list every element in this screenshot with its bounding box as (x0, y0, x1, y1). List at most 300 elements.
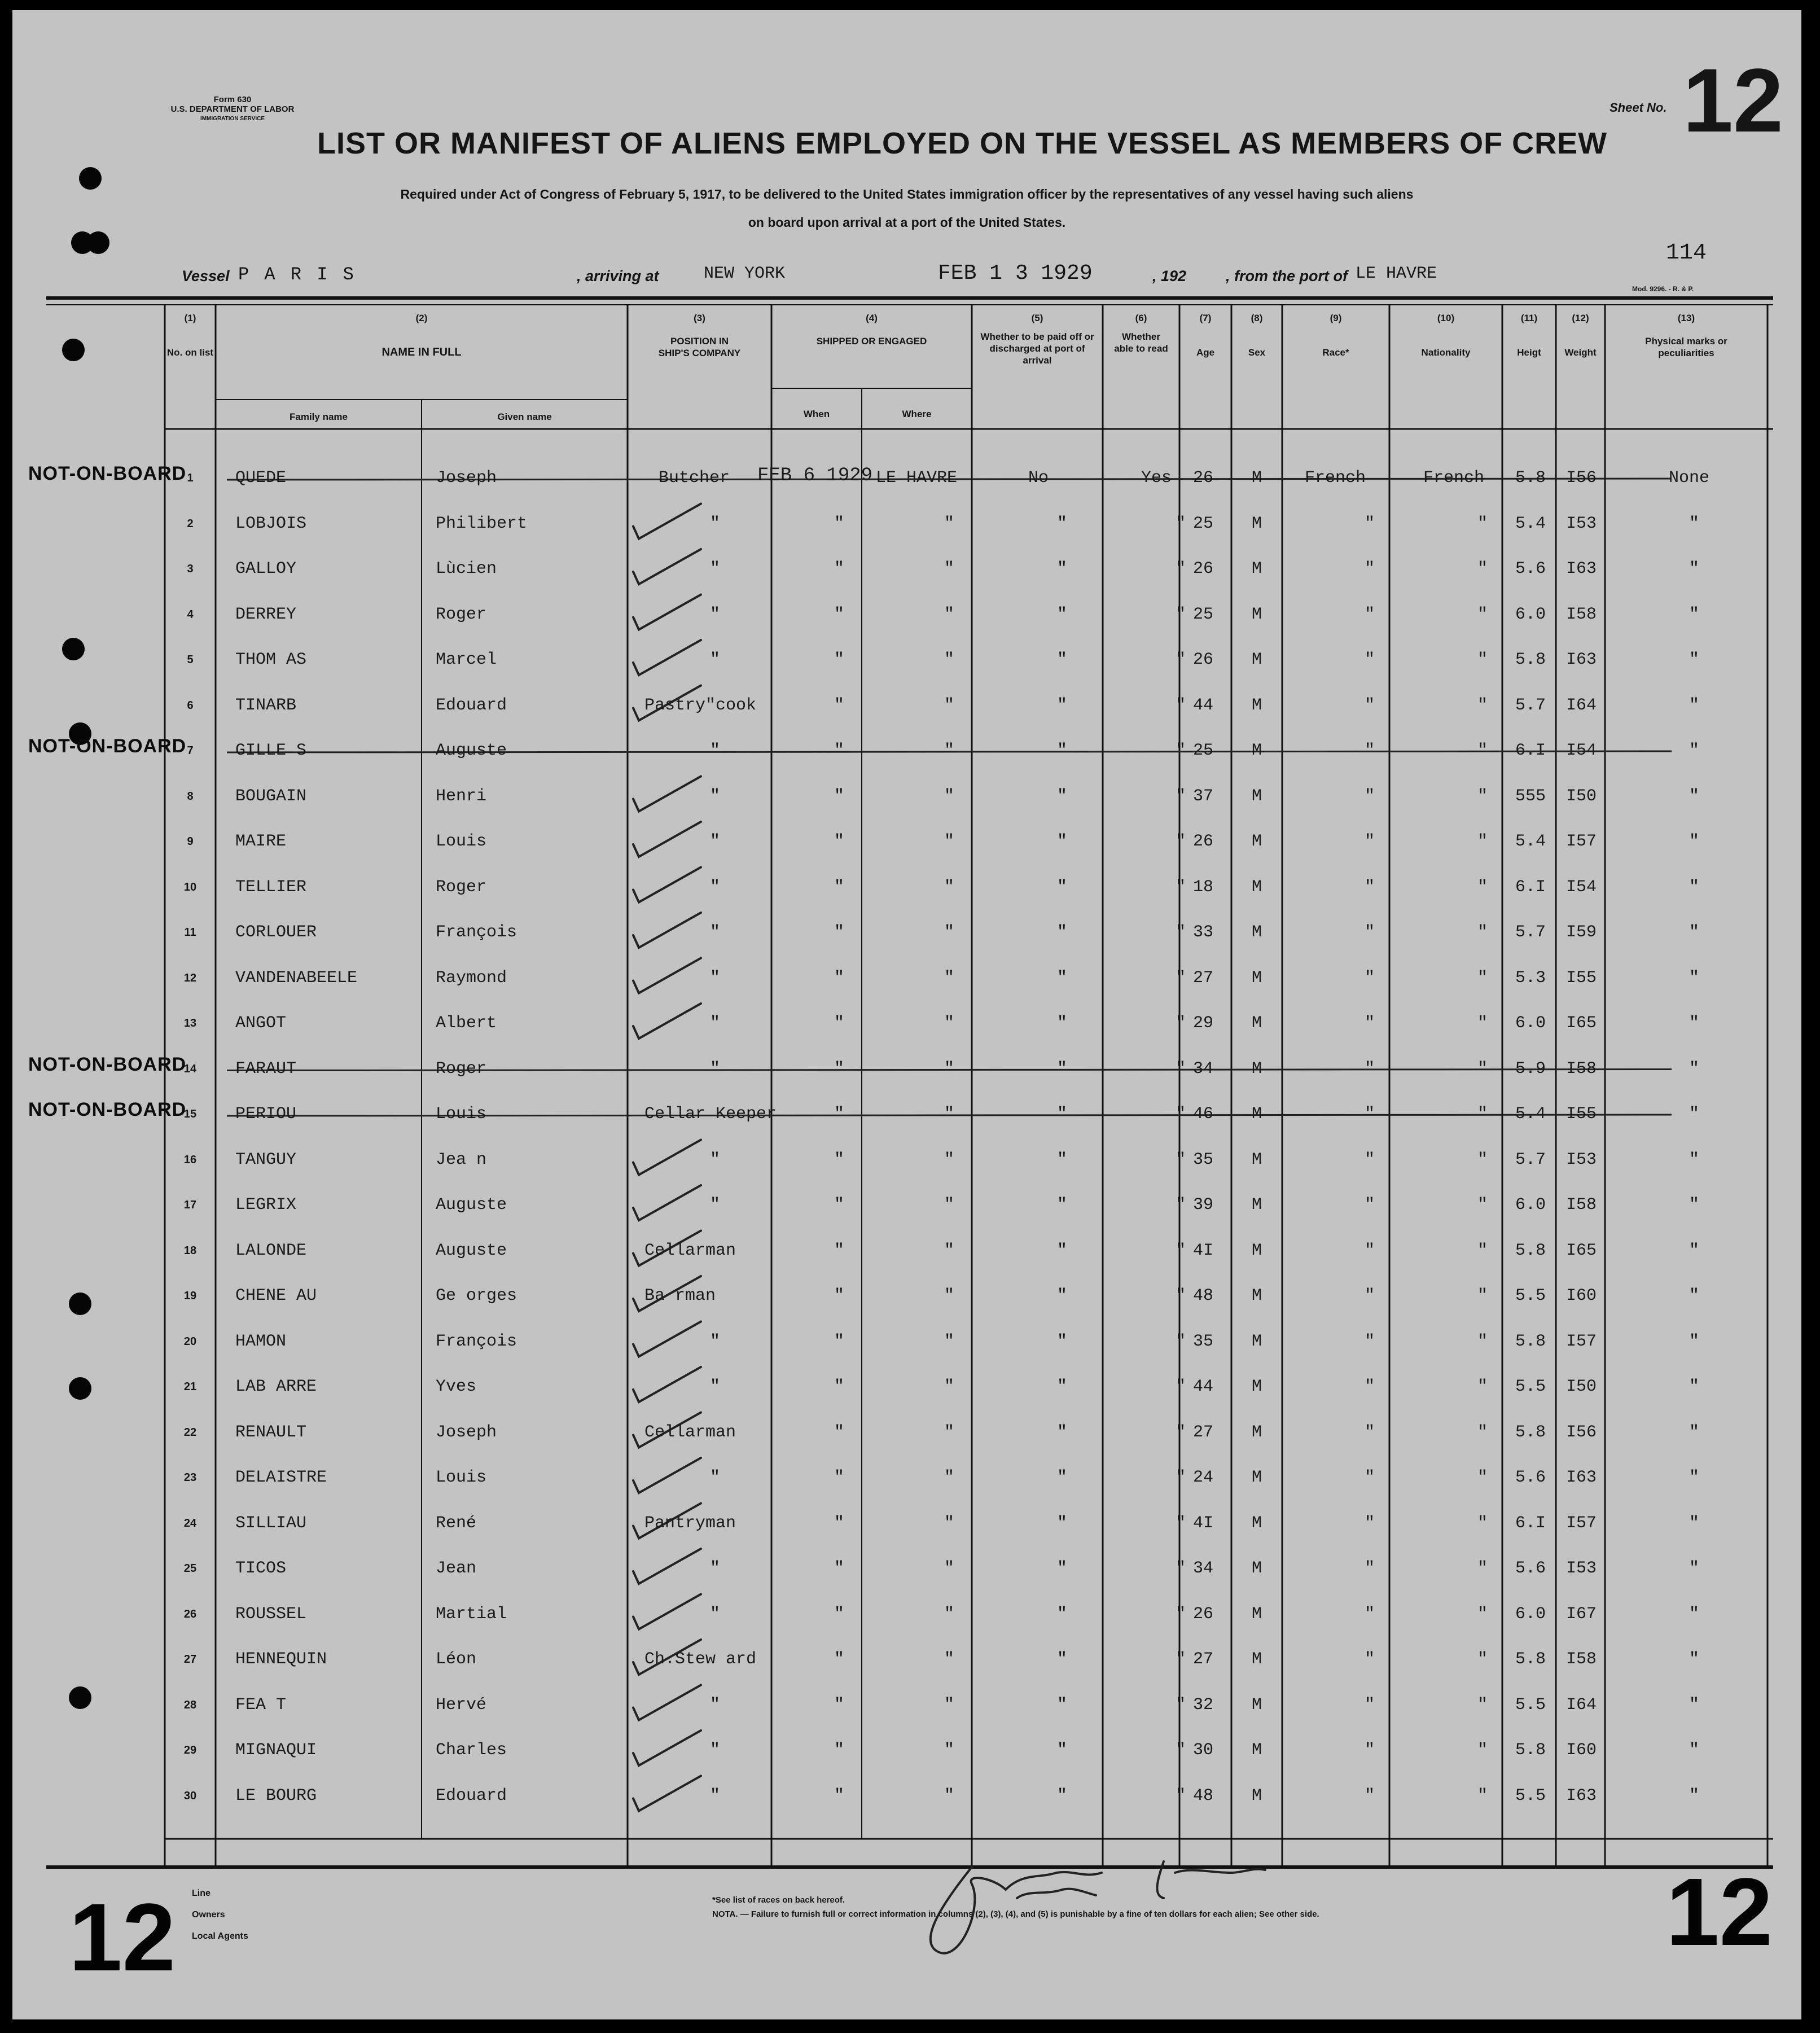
col-12-header: (12) Weight (1564, 313, 1597, 358)
row-number: 9 (187, 835, 194, 848)
physical-marks: " (1689, 741, 1699, 760)
sheet-number: 12 (1683, 50, 1783, 151)
family-name: TINARB (235, 695, 297, 715)
able-to-read: " (1175, 1741, 1186, 1760)
check-mark (633, 504, 701, 539)
position: Ch.Stew ard (644, 1650, 757, 1669)
sex: M (1251, 1422, 1262, 1442)
given-name: Joseph (436, 468, 497, 488)
family-name: ANGOT (235, 1014, 287, 1033)
weight: I54 (1565, 741, 1597, 760)
family-name: DERREY (235, 604, 297, 624)
age: 26 (1192, 650, 1214, 669)
race: " (1364, 1513, 1375, 1533)
able-to-read: " (1175, 1331, 1186, 1351)
age: 27 (1192, 968, 1214, 988)
able-to-read: " (1175, 1059, 1186, 1079)
signature (931, 1861, 1265, 1953)
sex: M (1251, 1014, 1262, 1033)
check-mark (633, 913, 701, 948)
shipped-when: " (834, 968, 844, 988)
able-to-read: " (1175, 1286, 1186, 1305)
col-5-header: (5) Whether to be paid off or discharged at port of arrival (980, 313, 1094, 366)
given-name: Louis (436, 832, 487, 851)
race: " (1364, 1150, 1375, 1169)
physical-marks: " (1689, 1695, 1699, 1715)
height: 5.3 (1515, 968, 1546, 988)
weight: I58 (1565, 1650, 1597, 1669)
position: " (709, 1741, 720, 1760)
check-mark (633, 1004, 701, 1039)
able-to-read: " (1175, 1468, 1186, 1487)
col-4b-header: Where (902, 409, 932, 419)
row-number: 21 (183, 1381, 197, 1393)
age: 26 (1192, 468, 1214, 488)
weight: I58 (1565, 1059, 1597, 1079)
position: " (709, 1014, 720, 1033)
shipped-where: " (944, 1059, 954, 1079)
shipped-where: " (944, 786, 954, 806)
age: 34 (1192, 1059, 1214, 1079)
age: 25 (1192, 514, 1214, 533)
weight: I65 (1565, 1014, 1597, 1033)
paid-off: " (1056, 741, 1067, 760)
physical-marks: " (1689, 1105, 1699, 1124)
race: " (1364, 559, 1375, 579)
height: 6.I (1515, 1513, 1546, 1533)
given-name: Henri (436, 786, 487, 806)
position: Ba rman (644, 1286, 716, 1305)
weight: I63 (1565, 1468, 1597, 1487)
shipped-when: " (834, 1786, 844, 1806)
age: 4I (1192, 1513, 1214, 1533)
given-name: Jean (436, 1559, 477, 1578)
sex: M (1251, 695, 1262, 715)
weight: I55 (1565, 1105, 1597, 1124)
position: " (709, 1786, 720, 1806)
shipped-when: " (834, 559, 844, 579)
nationality: " (1477, 1105, 1488, 1124)
age: 44 (1192, 1377, 1214, 1396)
row-number: 18 (183, 1244, 197, 1257)
physical-marks: " (1689, 1468, 1699, 1487)
sex: M (1251, 650, 1262, 669)
height: 5.7 (1515, 923, 1546, 942)
physical-marks: " (1689, 1150, 1699, 1169)
row-number: 29 (183, 1744, 197, 1756)
able-to-read: " (1175, 1105, 1186, 1124)
family-name: CHENE AU (235, 1286, 317, 1305)
age: 30 (1192, 1741, 1214, 1760)
check-mark (633, 1367, 701, 1402)
position: " (709, 604, 720, 624)
arriving-label: , arriving at (577, 268, 659, 284)
weight: I58 (1565, 1195, 1597, 1215)
position: " (709, 832, 720, 851)
paid-off: " (1056, 968, 1067, 988)
paid-off: " (1056, 1150, 1067, 1169)
position: Pastry"cook (644, 695, 757, 715)
row-number: 5 (187, 654, 194, 666)
paid-off: " (1056, 832, 1067, 851)
shipped-when: " (834, 1331, 844, 1351)
weight: I53 (1565, 1150, 1597, 1169)
given-name: Ge orges (436, 1286, 518, 1305)
family-name: TELLIER (235, 877, 307, 897)
col-3-header: (3) POSITION IN SHIP'S COMPANY (658, 313, 741, 358)
family-name: MIGNAQUI (235, 1741, 317, 1760)
shipped-where: " (944, 695, 954, 715)
col-2b-header: Given name (497, 411, 552, 422)
shipped-where: " (944, 1650, 954, 1669)
given-name: Edouard (436, 695, 507, 715)
race: " (1364, 877, 1375, 897)
shipped-where: " (944, 1286, 954, 1305)
shipped-when: " (834, 1195, 844, 1215)
able-to-read: " (1175, 604, 1186, 624)
row-number: 13 (183, 1017, 197, 1029)
row-number: 1 (187, 472, 194, 484)
given-name: François (436, 1331, 518, 1351)
age: 27 (1192, 1422, 1214, 1442)
position: " (709, 1059, 720, 1079)
able-to-read: " (1175, 559, 1186, 579)
race: " (1364, 1014, 1375, 1033)
able-to-read: " (1175, 1195, 1186, 1215)
age: 35 (1192, 1150, 1214, 1169)
shipped-when: " (834, 1604, 844, 1624)
check-mark (633, 867, 701, 902)
position: " (709, 786, 720, 806)
department-name: U.S. DEPARTMENT OF LABOR (170, 104, 295, 114)
row-number: 22 (183, 1426, 197, 1439)
race: " (1364, 832, 1375, 851)
row-number: 25 (183, 1562, 197, 1575)
paid-off: " (1056, 877, 1067, 897)
vessel-label: Vessel (182, 268, 230, 284)
given-name: Martial (436, 1604, 507, 1624)
nationality: " (1477, 1286, 1488, 1305)
manifest-sheet (12, 10, 1801, 2019)
shipped-where: " (944, 1468, 954, 1487)
height: 5.8 (1515, 650, 1546, 669)
given-name: René (436, 1513, 477, 1533)
sex: M (1251, 468, 1262, 488)
nationality: " (1477, 1559, 1488, 1578)
nationality: " (1477, 604, 1488, 624)
position: Cellar Keeper (644, 1105, 777, 1124)
able-to-read: " (1175, 1241, 1186, 1260)
height: 5.7 (1515, 1150, 1546, 1169)
shipped-when: " (834, 1741, 844, 1760)
nationality: " (1477, 786, 1488, 806)
physical-marks: " (1689, 1650, 1699, 1669)
row-number: 27 (183, 1653, 197, 1666)
arriving-port: NEW YORK (704, 264, 786, 283)
race: " (1364, 1741, 1375, 1760)
race: " (1364, 1286, 1375, 1305)
physical-marks: " (1689, 1331, 1699, 1351)
nationality: " (1477, 1650, 1488, 1669)
col-8-header: (8) Sex (1248, 313, 1266, 358)
paid-off: " (1056, 923, 1067, 942)
sex: M (1251, 1377, 1262, 1396)
shipped-when: " (834, 1241, 844, 1260)
paid-off: " (1056, 514, 1067, 533)
race: " (1364, 1241, 1375, 1260)
shipped-where: " (944, 1422, 954, 1442)
race: " (1364, 1059, 1375, 1079)
given-name: Roger (436, 1059, 487, 1079)
nationality: French (1423, 468, 1485, 488)
age: 29 (1192, 1014, 1214, 1033)
able-to-read: " (1175, 514, 1186, 533)
sex: M (1251, 1650, 1262, 1669)
height: 5.8 (1515, 1650, 1546, 1669)
shipped-where: " (944, 741, 954, 760)
weight: I63 (1565, 1786, 1597, 1806)
height: 5.9 (1515, 1059, 1546, 1079)
given-name: Auguste (436, 1195, 507, 1215)
family-name: VANDENABEELE (235, 968, 358, 988)
weight: I57 (1565, 1331, 1597, 1351)
shipped-when: " (834, 1059, 844, 1079)
able-to-read: " (1175, 1014, 1186, 1033)
given-name: Charles (436, 1741, 507, 1760)
row-number: 3 (187, 563, 194, 575)
race: " (1364, 1422, 1375, 1442)
not-on-board-stamp: NOT-ON-BOARD (28, 1099, 187, 1120)
age: 26 (1192, 559, 1214, 579)
shipped-where: " (944, 1786, 954, 1806)
from-port-label: , from the port of (1226, 268, 1348, 284)
family-name: LALONDE (235, 1241, 307, 1260)
able-to-read: " (1175, 923, 1186, 942)
shipped-when: " (834, 1695, 844, 1715)
year-label: , 192 (1152, 268, 1187, 284)
shipped-when: " (834, 1286, 844, 1305)
shipped-where: " (944, 1241, 954, 1260)
nationality: " (1477, 695, 1488, 715)
nationality: " (1477, 1786, 1488, 1806)
able-to-read: " (1175, 832, 1186, 851)
row-number: 7 (187, 744, 194, 757)
sex: M (1251, 1741, 1262, 1760)
nationality: " (1477, 1604, 1488, 1624)
paid-off: " (1056, 1559, 1067, 1578)
physical-marks: " (1689, 1014, 1699, 1033)
row-number: 24 (183, 1517, 197, 1530)
physical-marks: " (1689, 1059, 1699, 1079)
check-mark (633, 595, 701, 630)
given-name: Lùcien (436, 559, 497, 579)
age: 48 (1192, 1286, 1214, 1305)
sex: M (1251, 1150, 1262, 1169)
family-name: HAMON (235, 1331, 287, 1351)
height: 5.8 (1515, 1241, 1546, 1260)
paid-off: " (1056, 1241, 1067, 1260)
row-number: 23 (183, 1471, 197, 1484)
paid-off: " (1056, 1513, 1067, 1533)
weight: I64 (1565, 1695, 1597, 1715)
shipped-when: " (834, 832, 844, 851)
row-number: 10 (183, 880, 197, 893)
position: " (709, 1377, 720, 1396)
family-name: HENNEQUIN (235, 1650, 327, 1669)
position: " (709, 877, 720, 897)
family-name: MAIRE (235, 832, 287, 851)
col-4a-header: When (803, 409, 830, 419)
age: 39 (1192, 1195, 1214, 1215)
given-name: Marcel (436, 650, 497, 669)
paid-off: " (1056, 1286, 1067, 1305)
owners-label: Owners (192, 1910, 225, 1920)
shipped-when: " (834, 923, 844, 942)
nationality: " (1477, 877, 1488, 897)
family-name: CORLOUER (235, 923, 317, 942)
nationality: " (1477, 1422, 1488, 1442)
position: Cellarman (644, 1422, 736, 1442)
row-number: 15 (183, 1108, 197, 1120)
paid-off: " (1056, 1741, 1067, 1760)
vessel-name: P A R I S (238, 264, 356, 285)
shipped-when: " (834, 877, 844, 897)
race: " (1364, 1468, 1375, 1487)
check-mark (633, 1458, 701, 1493)
sex: M (1251, 1195, 1262, 1215)
shipped-when: " (834, 741, 844, 760)
nationality: " (1477, 1150, 1488, 1169)
physical-marks: None (1669, 468, 1710, 488)
line-label: Line (192, 1889, 210, 1898)
paid-off: " (1056, 1695, 1067, 1715)
paid-off: " (1056, 1468, 1067, 1487)
race: " (1364, 923, 1375, 942)
sex: M (1251, 1513, 1262, 1533)
physical-marks: " (1689, 1241, 1699, 1260)
height: 6.0 (1515, 1195, 1546, 1215)
able-to-read: " (1175, 1650, 1186, 1669)
not-on-board-stamp: NOT-ON-BOARD (28, 463, 187, 484)
sex: M (1251, 1059, 1262, 1079)
col-7-header: (7) Age (1196, 313, 1215, 358)
family-name: LE BOURG (235, 1786, 317, 1806)
nationality: " (1477, 1468, 1488, 1487)
weight: I64 (1565, 695, 1597, 715)
height: 6.I (1515, 877, 1546, 897)
nationality: " (1477, 1014, 1488, 1033)
sex: M (1251, 1786, 1262, 1806)
physical-marks: " (1689, 1513, 1699, 1533)
nationality: " (1477, 559, 1488, 579)
shipped-when: " (834, 604, 844, 624)
page-reference: 114 (1666, 240, 1707, 266)
paid-off: No (1028, 468, 1049, 488)
weight: I60 (1565, 1741, 1597, 1760)
col-11-header: (11) Heigt (1517, 313, 1541, 358)
weight: I58 (1565, 604, 1597, 624)
height: 5.5 (1515, 1286, 1546, 1305)
nationality: " (1477, 1513, 1488, 1533)
col-2a-header: Family name (290, 411, 348, 422)
physical-marks: " (1689, 1377, 1699, 1396)
weight: I63 (1565, 650, 1597, 669)
height: 5.4 (1515, 514, 1546, 533)
col-6-header: (6) Whether able to read (1114, 313, 1168, 354)
given-name: Roger (436, 877, 487, 897)
shipped-where: LE HAVRE (876, 468, 958, 488)
shipped-when: " (834, 514, 844, 533)
nationality: " (1477, 1741, 1488, 1760)
sheet-number-bottom-left: 12 (69, 1884, 176, 1991)
age: 26 (1192, 832, 1214, 851)
shipped-when: " (834, 1150, 844, 1169)
given-name: Auguste (436, 741, 507, 760)
family-name: FARAUT (235, 1059, 297, 1079)
given-name: Yves (436, 1377, 477, 1396)
shipped-when: " (834, 1513, 844, 1533)
height: 6.0 (1515, 604, 1546, 624)
shipped-where: " (944, 968, 954, 988)
shipped-when: " (834, 650, 844, 669)
physical-marks: " (1689, 650, 1699, 669)
row-number: 6 (187, 699, 194, 712)
col-13-header: (13) Physical marks or peculiarities (1645, 313, 1727, 358)
race: " (1364, 1331, 1375, 1351)
race: " (1364, 741, 1375, 760)
row-number: 19 (183, 1290, 197, 1302)
able-to-read: " (1175, 650, 1186, 669)
sheet-number-bottom-right: 12 (1666, 1859, 1773, 1966)
paid-off: " (1056, 1786, 1067, 1806)
age: 25 (1192, 741, 1214, 760)
nationality: " (1477, 1059, 1488, 1079)
position: " (709, 514, 720, 533)
family-name: TANGUY (235, 1150, 297, 1169)
family-name: LOBJOIS (235, 514, 307, 533)
shipped-where: " (944, 559, 954, 579)
nationality: " (1477, 1331, 1488, 1351)
position: " (709, 1331, 720, 1351)
family-name: RENAULT (235, 1422, 307, 1442)
sex: M (1251, 1604, 1262, 1624)
weight: I65 (1565, 1241, 1597, 1260)
shipped-where: " (944, 1377, 954, 1396)
age: 46 (1192, 1105, 1214, 1124)
age: 25 (1192, 604, 1214, 624)
check-mark (633, 1685, 701, 1720)
sex: M (1251, 604, 1262, 624)
height: 6.0 (1515, 1604, 1546, 1624)
family-name: GALLOY (235, 559, 297, 579)
col-1-header: (1) No. on list (166, 313, 214, 358)
row-number: 28 (183, 1698, 197, 1711)
shipped-where: " (944, 1331, 954, 1351)
physical-marks: " (1689, 559, 1699, 579)
height: 6.I (1515, 741, 1546, 760)
check-mark (633, 1549, 701, 1584)
position: " (709, 741, 720, 760)
family-name: FEA T (235, 1695, 287, 1715)
from-port: LE HAVRE (1356, 264, 1437, 283)
sex: M (1251, 1105, 1262, 1124)
height: 5.8 (1515, 1741, 1546, 1760)
shipped-when: " (834, 1105, 844, 1124)
paid-off: " (1056, 786, 1067, 806)
able-to-read: " (1175, 1513, 1186, 1533)
race: " (1364, 695, 1375, 715)
age: 44 (1192, 695, 1214, 715)
